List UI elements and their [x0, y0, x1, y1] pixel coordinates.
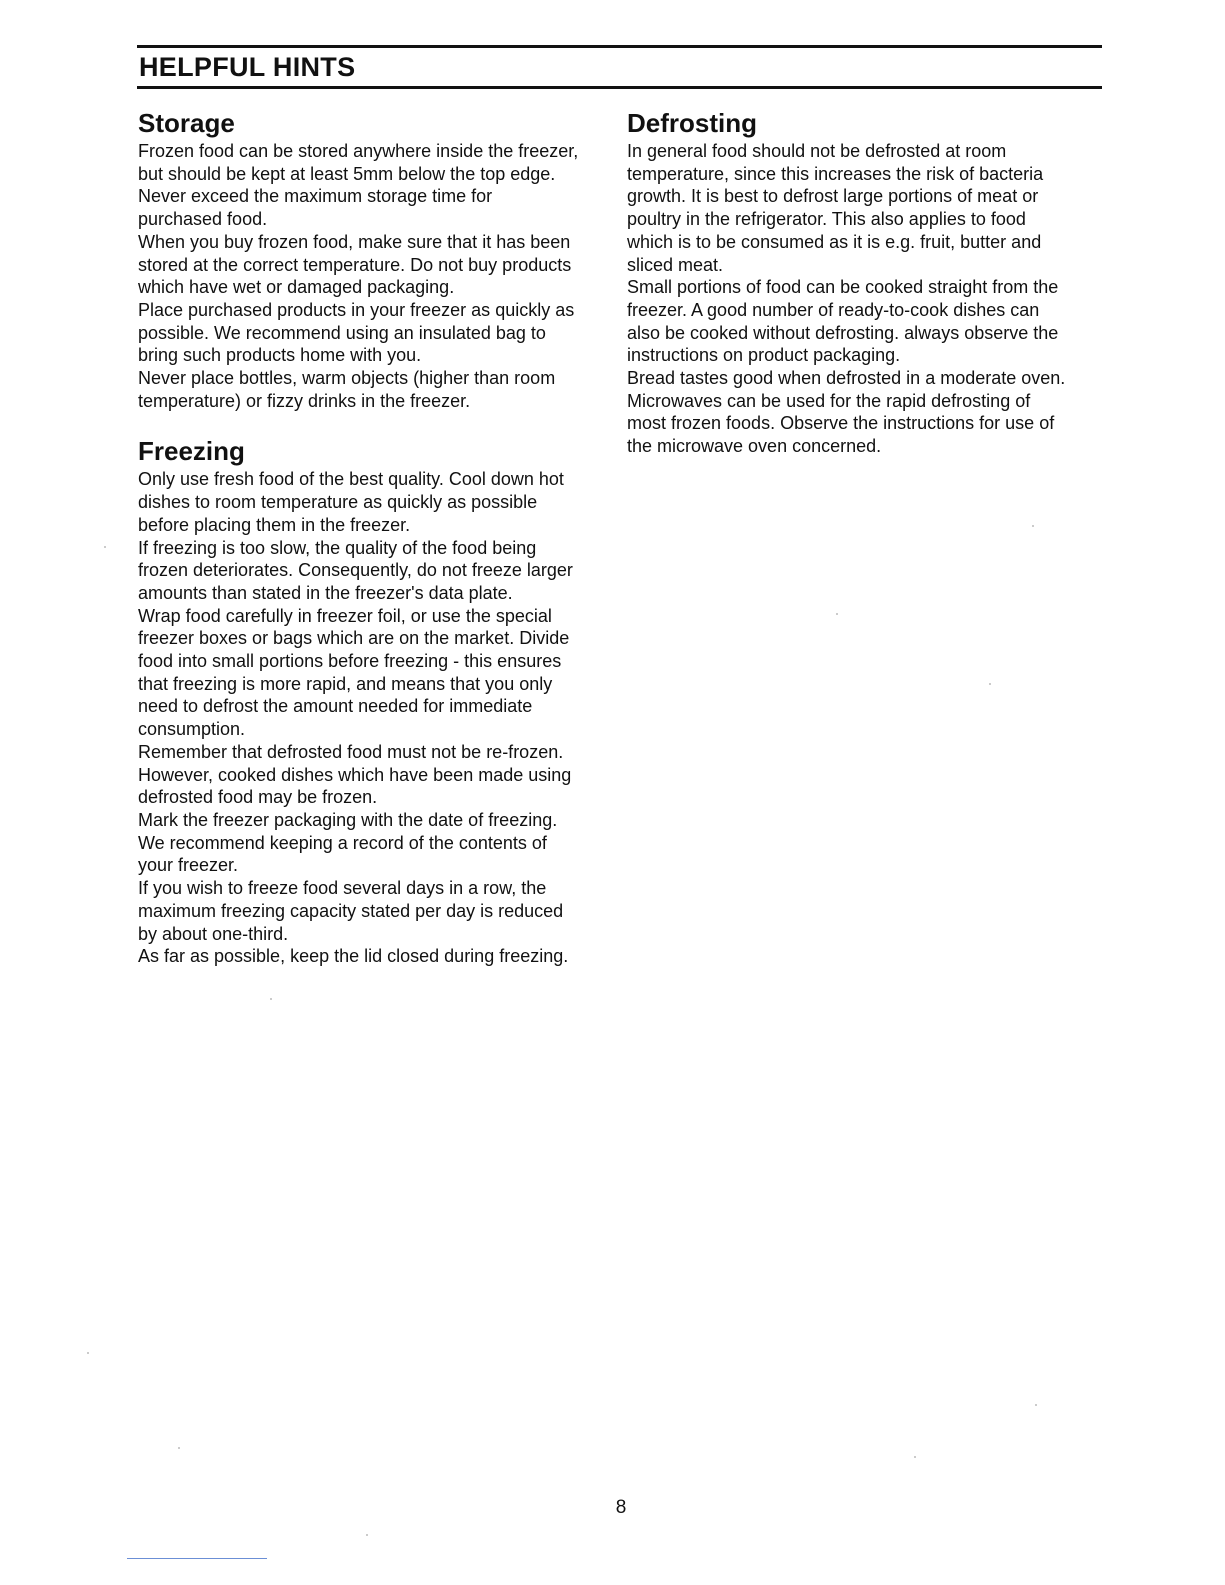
text-line: Never place bottles, warm objects (higher than room [138, 368, 556, 389]
freezing-heading: Freezing [138, 436, 245, 467]
scan-speck [366, 1534, 368, 1536]
text-line: defrosted food may be frozen. [138, 787, 378, 808]
text-line: frozen deteriorates. Consequently, do not freeze larger [138, 560, 573, 581]
text-line: consumption. [138, 719, 246, 740]
defrosting-section [627, 108, 1097, 458]
freezing-section [138, 436, 618, 967]
text-line: purchased food. [138, 209, 268, 230]
left-column [138, 108, 618, 968]
title-top-rule [137, 45, 1102, 48]
page-title: HELPFUL HINTS [139, 52, 356, 82]
text-line: by about one-third. [138, 923, 289, 944]
right-column [627, 108, 1097, 458]
scan-speck [104, 546, 106, 548]
text-line: Microwaves can be used for the rapid defrosting of [627, 390, 1031, 411]
text-line: possible. We recommend using an insulated bag to [138, 322, 546, 343]
storage-body [138, 140, 618, 412]
text-line: If you wish to freeze food several days in a row, the [138, 878, 547, 899]
text-line: that freezing is more rapid, and means that you only [138, 673, 553, 694]
title-bottom-rule [137, 86, 1102, 89]
scan-speck [914, 1456, 916, 1458]
text-line: poultry in the refrigerator. This also applies to food [627, 209, 1026, 230]
text-line: need to defrost the amount needed for immediate [138, 696, 533, 717]
text-line: but should be kept at least 5mm below the top edge. [138, 163, 556, 184]
text-line: Wrap food carefully in freezer foil, or use the special [138, 605, 552, 626]
text-line: sliced meat. [627, 254, 724, 275]
text-line: which is to be consumed as it is e.g. fruit, butter and [627, 231, 1042, 252]
text-line: temperature, since this increases the risk of bacteria [627, 163, 1044, 184]
page-number: 8 [615, 1497, 627, 1518]
text-line: your freezer. [138, 855, 239, 876]
text-line: freezer boxes or bags which are on the market. Divide [138, 628, 570, 649]
text-line: temperature) or fizzy drinks in the freezer. [138, 390, 471, 411]
scan-speck [989, 683, 991, 685]
scan-speck [836, 613, 838, 615]
text-line: which have wet or damaged packaging. [138, 277, 455, 298]
defrosting-body [627, 140, 1097, 458]
text-line: also be cooked without defrosting. always observe the [627, 322, 1059, 343]
text-line: We recommend keeping a record of the contents of [138, 832, 547, 853]
text-line: Remember that defrosted food must not be re-frozen. [138, 741, 564, 762]
text-line: maximum freezing capacity stated per day is reduced [138, 900, 564, 921]
text-line: Frozen food can be stored anywhere inside the freezer, [138, 141, 579, 161]
text-line: freezer. A good number of ready-to-cook dishes can [627, 299, 1040, 320]
text-line: Small portions of food can be cooked straight from the [627, 277, 1059, 298]
text-line: stored at the correct temperature. Do not buy products [138, 254, 572, 275]
footer-underline [127, 1558, 267, 1559]
text-line: growth. It is best to defrost large portions of meat or [627, 186, 1039, 207]
text-line: dishes to room temperature as quickly as possible [138, 492, 538, 513]
text-line: bring such products home with you. [138, 345, 422, 366]
text-line: Never exceed the maximum storage time for [138, 186, 493, 207]
defrosting-heading: Defrosting [627, 108, 757, 138]
text-line: Only use fresh food of the best quality. Cool down hot [138, 469, 564, 490]
text-line: Place purchased products in your freezer as quickly as [138, 299, 575, 320]
text-line: When you buy frozen food, make sure that it has been [138, 231, 571, 252]
scan-speck [270, 998, 272, 1000]
text-line: Mark the freezer packaging with the date of freezing. [138, 809, 558, 830]
text-line: amounts than stated in the freezer's data plate. [138, 582, 513, 603]
scan-speck [1035, 1404, 1037, 1406]
text-line: food into small portions before freezing - this ensures [138, 651, 562, 672]
text-line: before placing them in the freezer. [138, 514, 411, 535]
scan-speck [87, 1352, 89, 1354]
text-line: As far as possible, keep the lid closed during freezing. [138, 946, 569, 967]
text-line: Bread tastes good when defrosted in a moderate oven. [627, 368, 1066, 389]
scan-speck [178, 1447, 180, 1449]
text-line: However, cooked dishes which have been made using [138, 764, 572, 785]
text-line: If freezing is too slow, the quality of the food being [138, 537, 537, 558]
text-line: the microwave oven concerned. [627, 436, 882, 457]
text-line: most frozen foods. Observe the instructions for use of [627, 413, 1055, 434]
freezing-body [138, 468, 618, 967]
storage-section [138, 108, 618, 412]
scan-speck [1032, 525, 1034, 527]
storage-heading: Storage [138, 108, 235, 138]
text-line: instructions on product packaging. [627, 345, 901, 366]
text-line: In general food should not be defrosted at room [627, 141, 1007, 161]
